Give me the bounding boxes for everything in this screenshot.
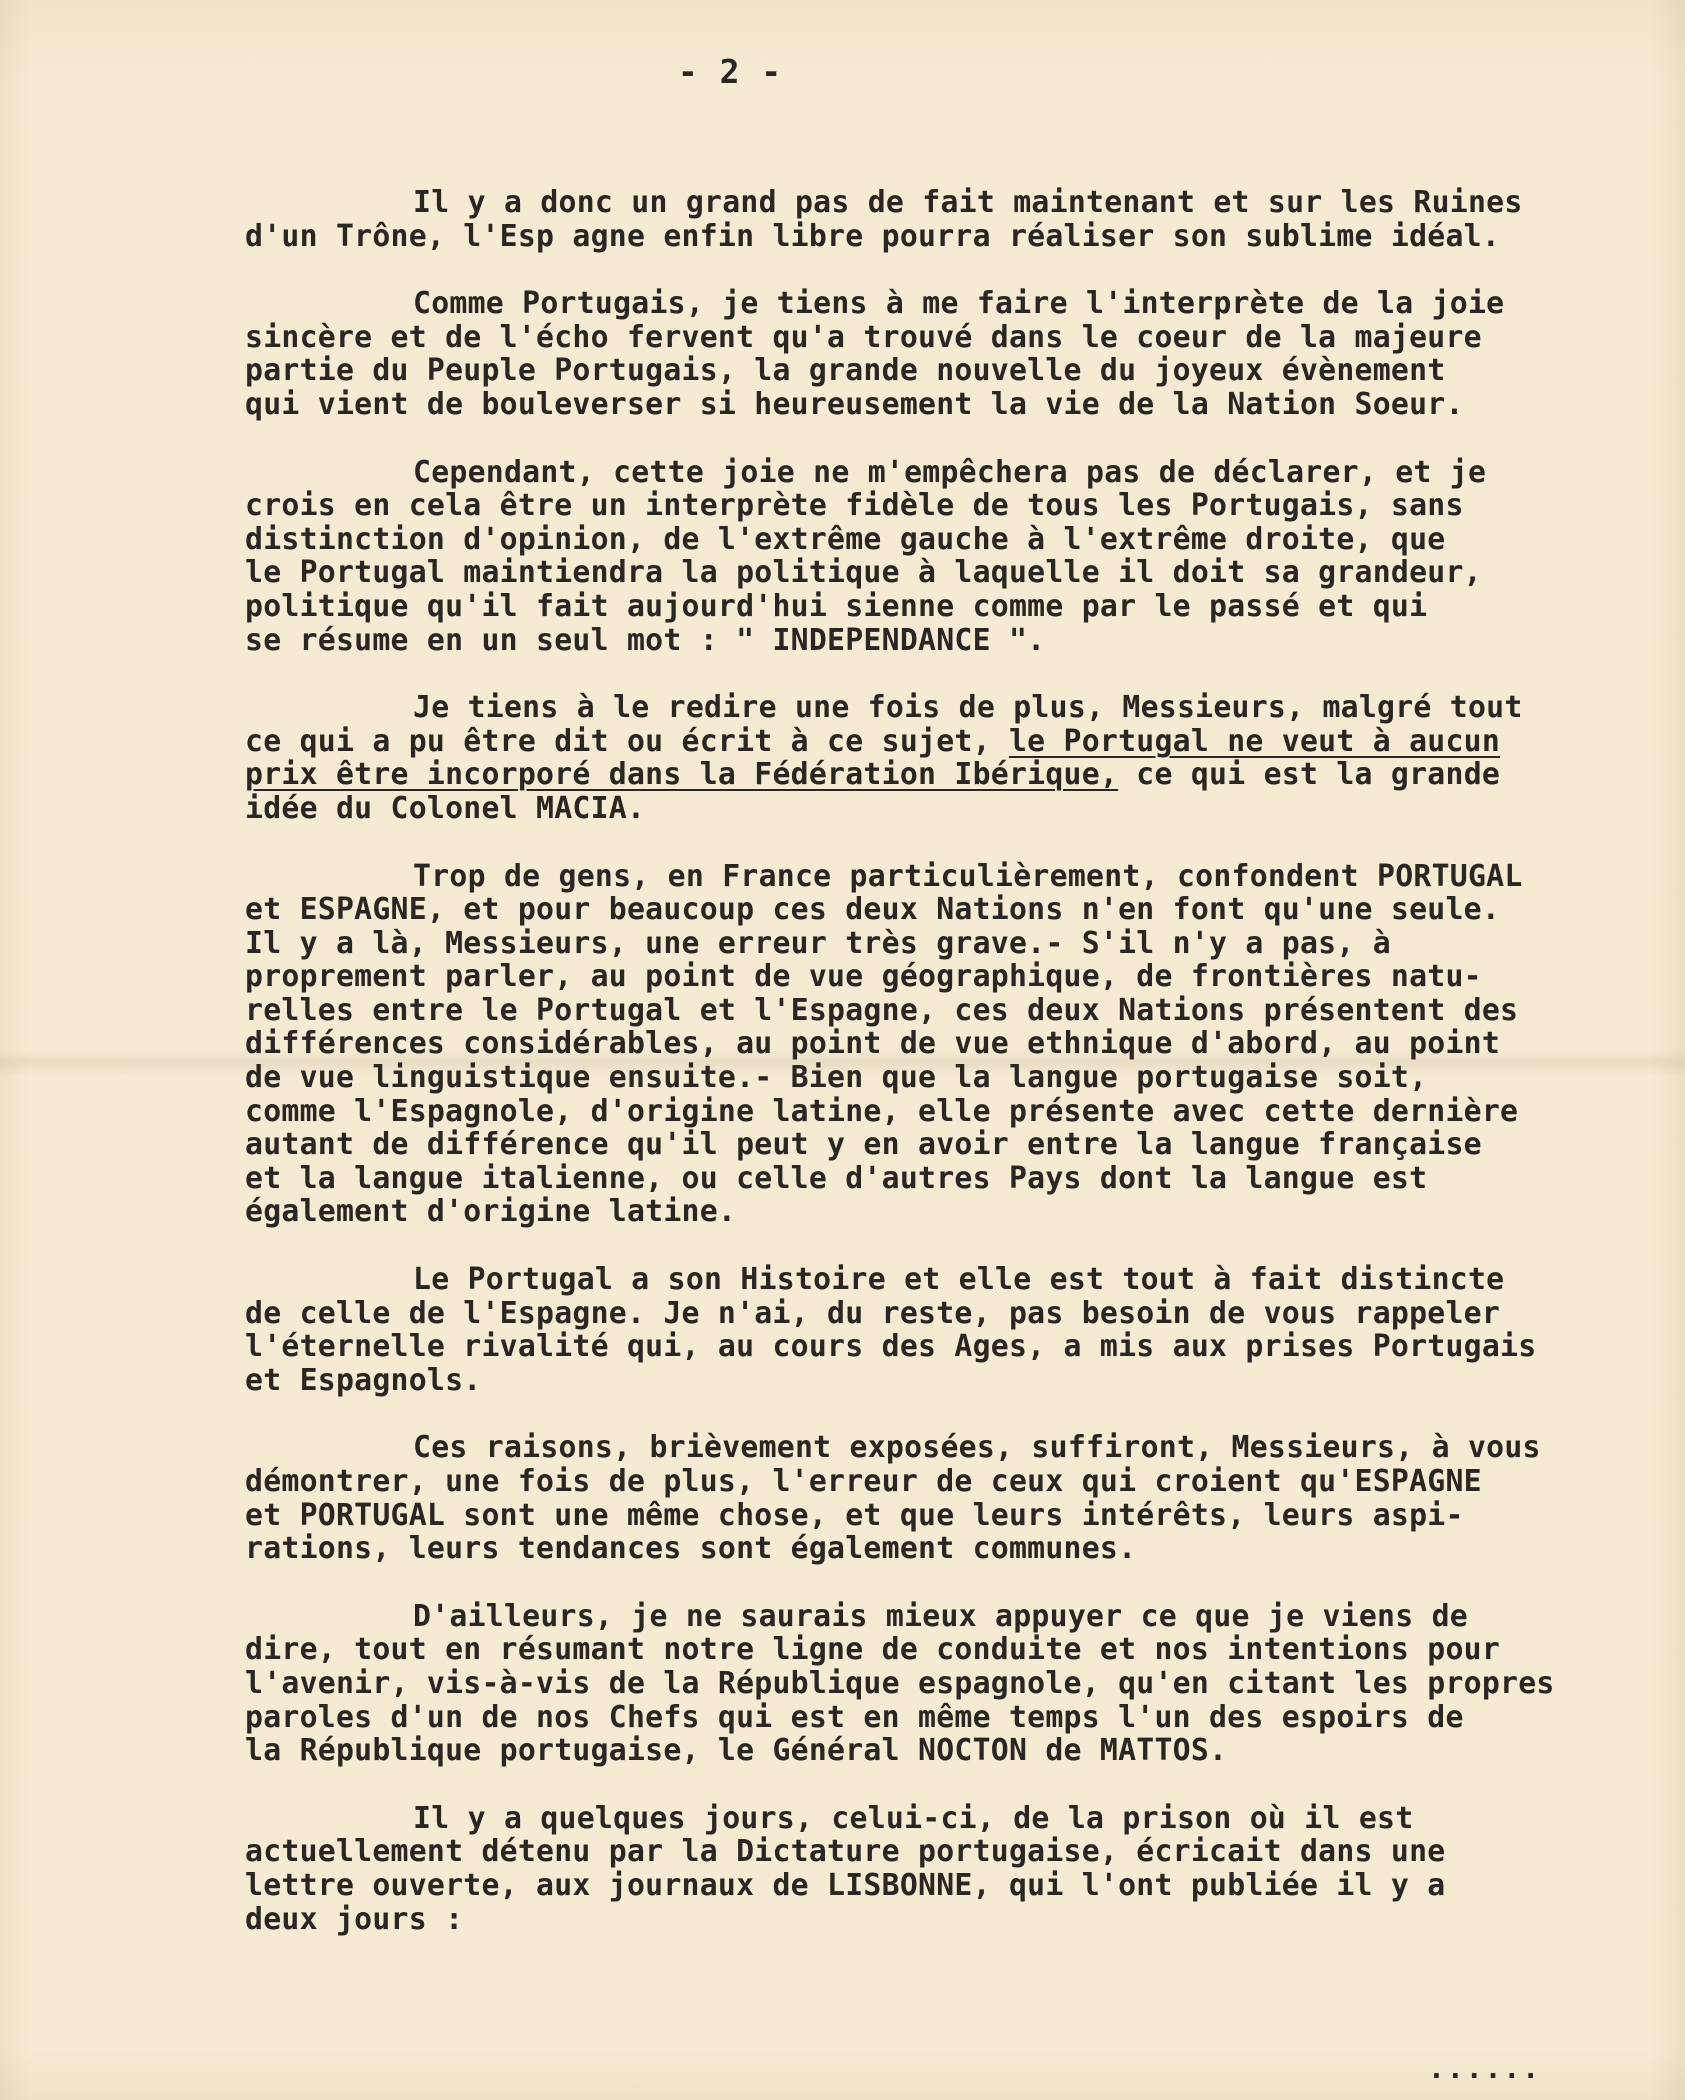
text-line: Il y a là, Messieurs, une erreur très grave.- S'il n'y a pas, à: [245, 925, 1391, 961]
text-line: [245, 725, 1635, 759]
text-line: paroles d'un de nos Chefs qui est en même temps l'un des espoirs de: [245, 1699, 1464, 1735]
text-line: Il y a donc un grand pas de fait maintenant et sur les Ruines: [413, 185, 1523, 220]
letter-body: [245, 186, 1635, 1970]
text-line: l'avenir, vis-à-vis de la République espagnole, qu'en citant les propres: [245, 1665, 1555, 1701]
text-line: dire, tout en résumant notre ligne de conduite et nos intentions pour: [245, 1632, 1501, 1668]
paragraph-1: [245, 186, 1635, 253]
page-number: - 2 -: [677, 52, 783, 91]
text-line: et ESPAGNE, et pour beaucoup ces deux Nations n'en font qu'une seule.: [245, 892, 1501, 928]
text-line: et Espagnols.: [245, 1362, 482, 1398]
text-line: partie du Peuple Portugais, la grande nouvelle du joyeux évènement: [245, 353, 1446, 389]
text-line: crois en cela être un interprète fidèle de tous les Portugais, sans: [245, 488, 1464, 524]
text-line: d'un Trône, l'Esp agne enfin libre pourra réaliser son sublime idéal.: [245, 218, 1501, 254]
text-line: et PORTUGAL sont une même chose, et que leurs intérêts, leurs aspi-: [245, 1497, 1464, 1533]
text-segment: ce qui est la grande: [1118, 757, 1501, 793]
text-line: également d'origine latine.: [245, 1194, 737, 1230]
text-line: Trop de gens, en France particulièrement, confondent PORTUGAL: [413, 858, 1523, 894]
paragraph-6: [245, 1263, 1635, 1397]
text-line: Il y a quelques jours, celui-ci, de la prison où il est: [413, 1800, 1414, 1836]
text-line: Comme Portugais, je tiens à me faire l'interprète de la joie: [413, 286, 1505, 322]
paragraph-3: [245, 456, 1635, 658]
text-line: actuellement détenu par la Dictature portugaise, écricait dans une: [245, 1834, 1446, 1870]
text-line: l'éternelle rivalité qui, au cours des Ages, a mis aux prises Portugais: [245, 1329, 1537, 1365]
paragraph-2: [245, 287, 1635, 421]
paragraph-7: [245, 1431, 1635, 1565]
paragraph-4: [245, 691, 1635, 825]
text-line: Je tiens à le redire une fois de plus, Messieurs, malgré tout: [413, 690, 1523, 726]
text-line: proprement parler, au point de vue géographique, de frontières natu-: [245, 959, 1482, 995]
text-line: rations, leurs tendances sont également communes.: [245, 1531, 1137, 1567]
text-line: [245, 758, 1635, 792]
text-line: distinction d'opinion, de l'extrême gauche à l'extrême droite, que: [245, 521, 1446, 557]
text-line: politique qu'il fait aujourd'hui sienne comme par le passé et qui: [245, 588, 1428, 624]
text-line: le Portugal maintiendra la politique à laquelle il doit sa grandeur,: [245, 555, 1482, 591]
text-line: et la langue italienne, ou celle d'autres Pays dont la langue est: [245, 1160, 1428, 1196]
text-line: idée du Colonel MACIA.: [245, 790, 646, 826]
underlined-text: prix être incorporé dans la Fédération Ibérique,: [245, 757, 1119, 793]
text-line: Cependant, cette joie ne m'empêchera pas de déclarer, et je: [413, 454, 1487, 490]
text-segment: ce qui a pu être dit ou écrit à ce sujet,: [245, 723, 1009, 759]
text-line: de vue linguistique ensuite.- Bien que la langue portugaise soit,: [245, 1060, 1428, 1096]
text-line: de celle de l'Espagne. Je n'ai, du reste, pas besoin de vous rappeler: [245, 1295, 1501, 1331]
text-line: se résume en un seul mot : " INDEPENDANCE ".: [245, 622, 1046, 658]
underlined-text: le Portugal ne veut à aucun: [1008, 723, 1501, 759]
text-line: Le Portugal a son Histoire et elle est tout à fait distincte: [413, 1262, 1505, 1298]
text-line: qui vient de bouleverser si heureusement la vie de la Nation Soeur.: [245, 386, 1464, 422]
text-line: relles entre le Portugal et l'Espagne, ces deux Nations présentent des: [245, 992, 1519, 1028]
text-line: la République portugaise, le Général NOCTON de MATTOS.: [245, 1733, 1228, 1769]
text-line: deux jours :: [245, 1901, 464, 1937]
text-line: autant de différence qu'il peut y en avoir entre la langue française: [245, 1127, 1482, 1163]
text-line: lettre ouverte, aux journaux de LISBONNE, qui l'ont publiée il y a: [245, 1867, 1446, 1903]
text-line: démontrer, une fois de plus, l'erreur de ceux qui croient qu'ESPAGNE: [245, 1464, 1482, 1499]
paragraph-5: [245, 860, 1635, 1230]
text-line: différences considérables, au point de vue ethnique d'abord, au point: [245, 1026, 1501, 1062]
continuation-dots: ......: [1428, 2052, 1542, 2085]
text-line: comme l'Espagnole, d'origine latine, elle présente avec cette dernière: [245, 1093, 1519, 1129]
text-line: Ces raisons, brièvement exposées, suffiront, Messieurs, à vous: [413, 1430, 1541, 1466]
paragraph-8: [245, 1600, 1635, 1768]
text-line: D'ailleurs, je ne saurais mieux appuyer ce que je viens de: [413, 1598, 1468, 1634]
paragraph-9: [245, 1802, 1635, 1936]
text-line: sincère et de l'écho fervent qu'a trouvé dans le coeur de la majeure: [245, 319, 1482, 355]
